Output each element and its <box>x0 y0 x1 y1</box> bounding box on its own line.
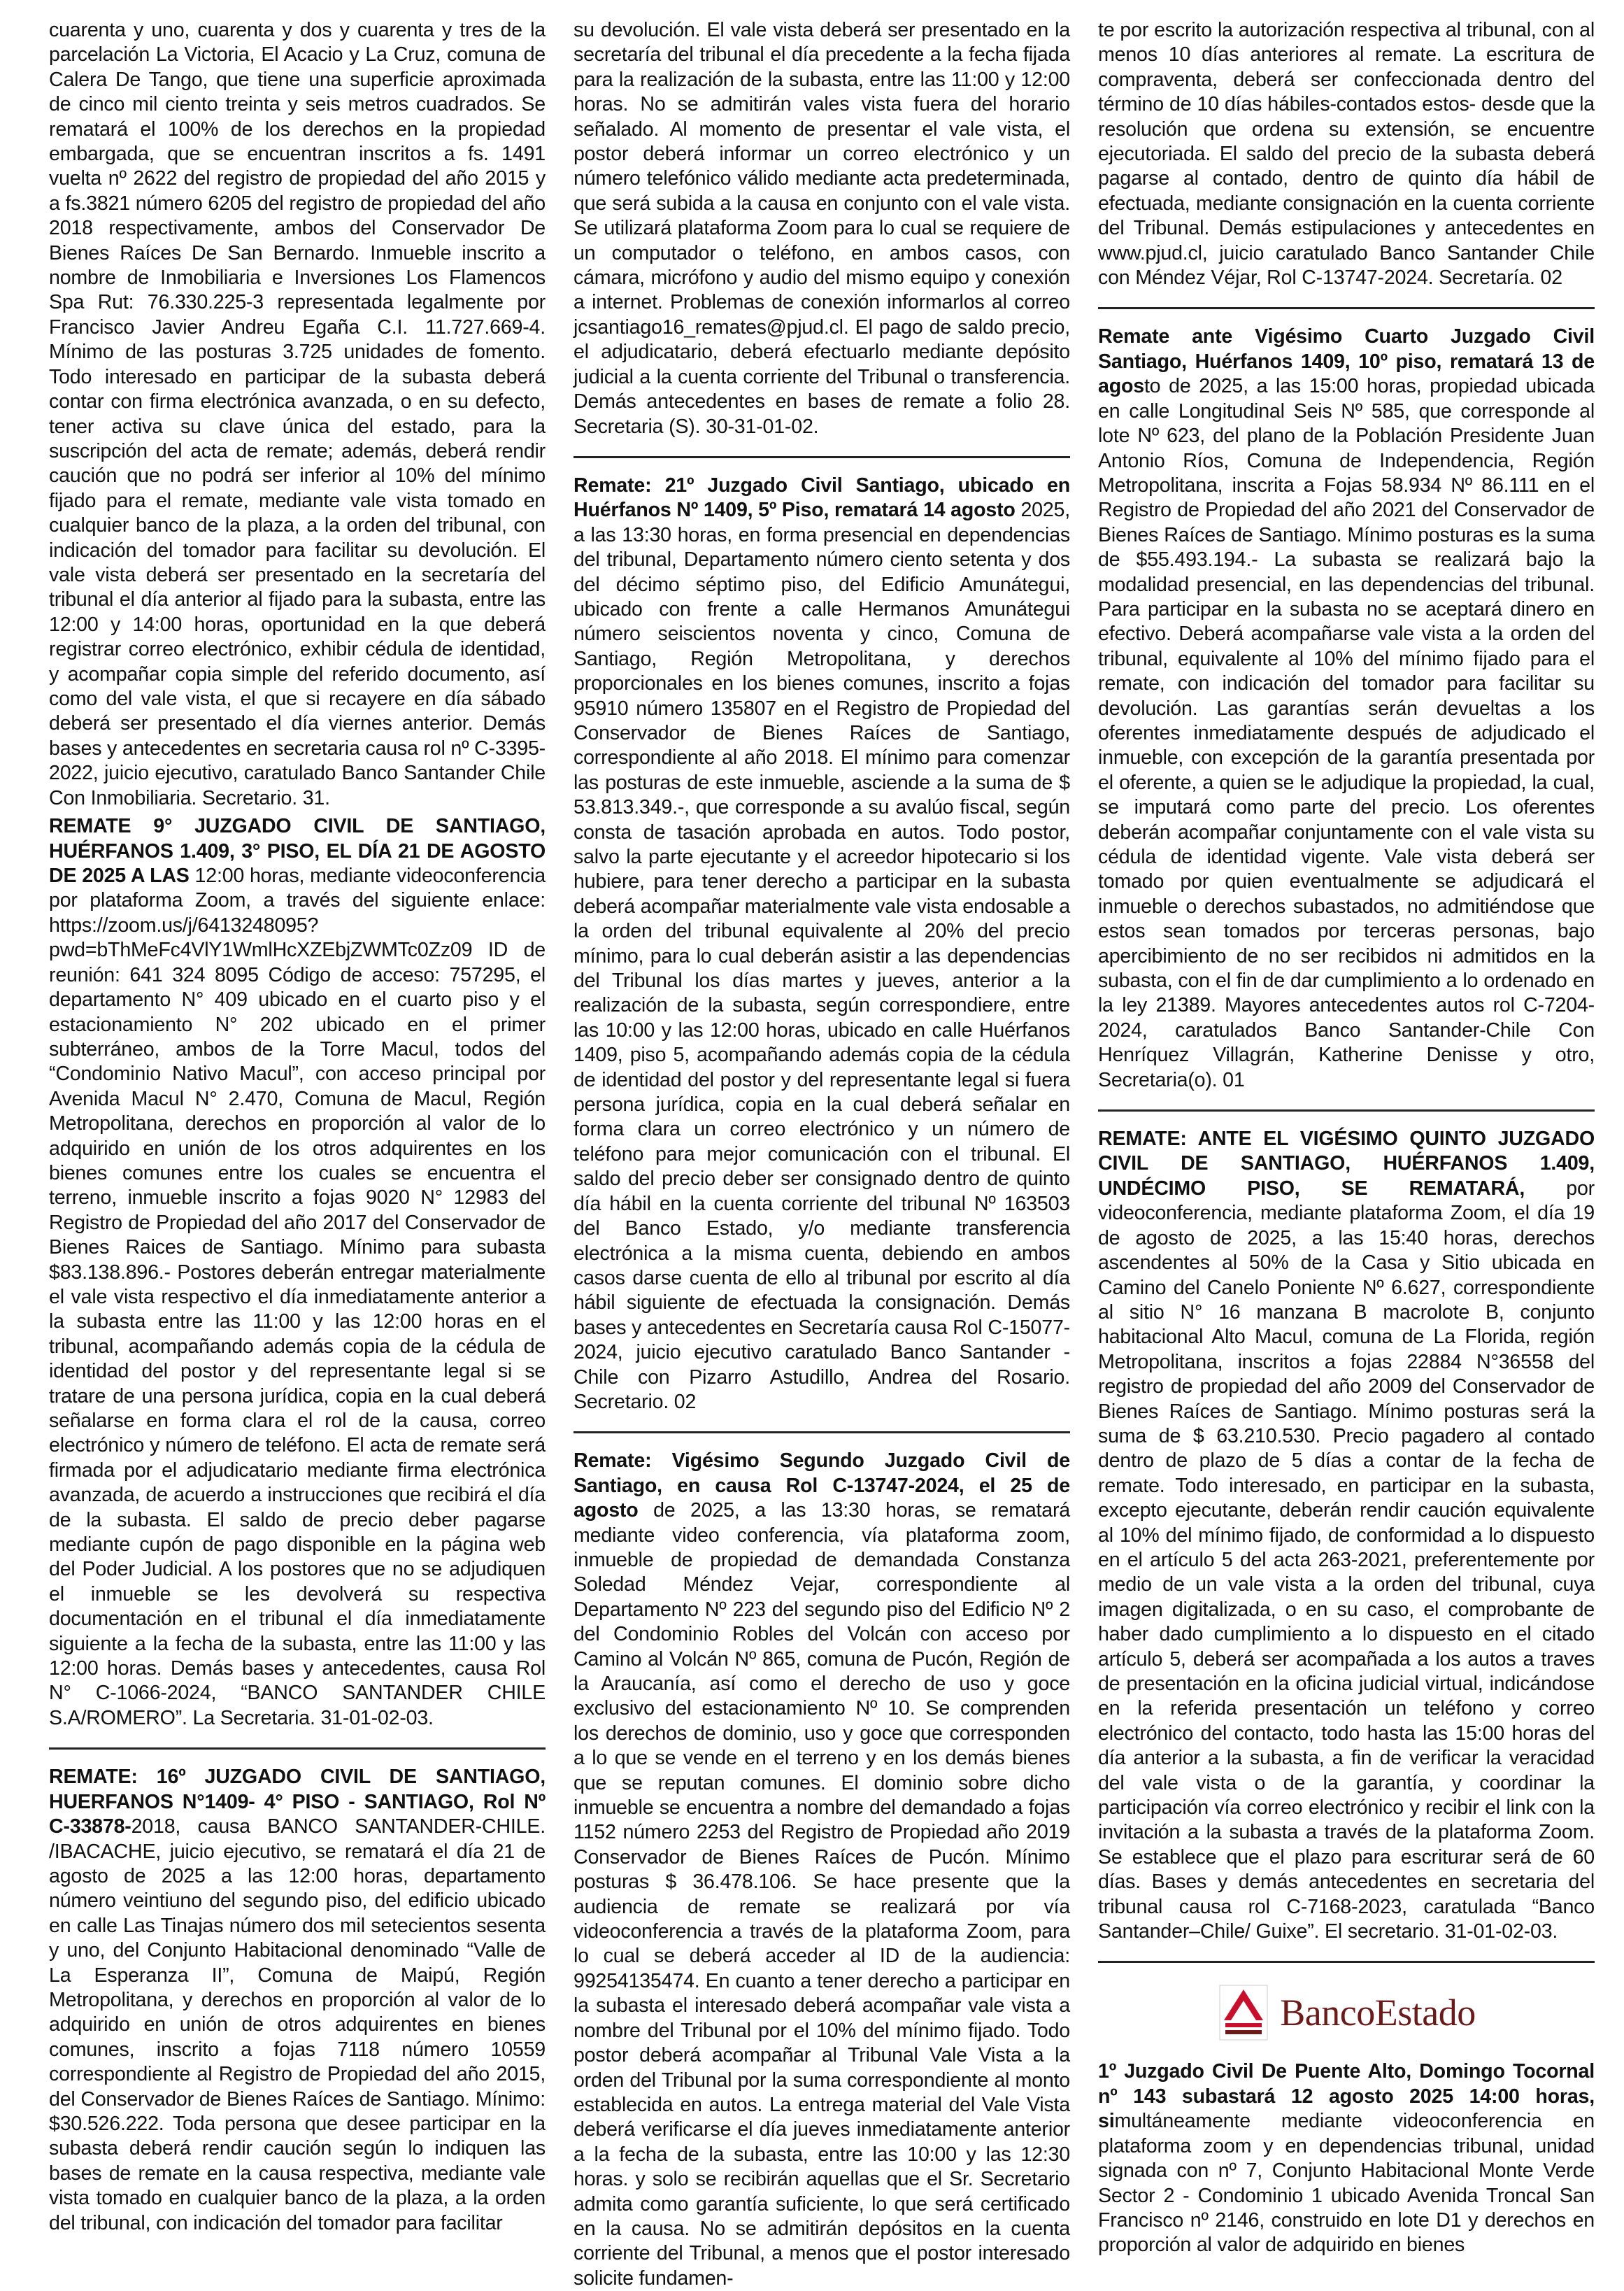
notice-heading: 1º Juzgado Civil De Puente Alto, Domingo Tocornal nº 143 subastará 12 agosto 2025 14:00 horas, si <box>1098 2060 1595 2133</box>
notice-heading: Remate: Vigésimo Segundo Juzgado Civil de Santiago, en causa Rol C-13747-2024, el 25 de agosto <box>574 1449 1070 1522</box>
divider <box>1098 1109 1595 1112</box>
notice-text: su devolución. El vale vista deberá ser presentado en la secretaría del tribunal el día precedente a la fecha fijada para la realización de la subasta, entre las 11:00 y 12:00 horas. No se admitirán vales vista fuera del horario señalado. Al momento de presentar el vale vista, el postor deberá informar un correo electrónico y un número telefónico válido mediante acta predeterminada, que será subida a la causa en conjunto con el vale vista. Se utilizará plataforma Zoom para lo cual se requiere de un computador o teléfono, en ambos casos, con cámara, micrófono y audio del mismo equipo y conexión a internet. Problemas de conexión informarlos al correo jcsantiago16_remates@pjud.cl. El pago de saldo precio, el adjudicatario, deberá efectuarlo mediante depósito judicial a la cuenta corriente del Tribunal o transferencia. Demás antecedentes en bases de remate a folio 28. Secretaria (S). 30-31-01-02. <box>574 19 1070 438</box>
notice-continued <box>574 18 1070 439</box>
notice-remate-25-juzgado <box>1098 1127 1595 1944</box>
notice-text: 2018, causa BANCO SANTANDER-CHILE. /IBACACHE, juicio ejecutivo, se rematará el día 21 de agosto de 2025 a las 12:00 horas, departamento número veintiuno del segundo piso, del edificio ubicado en calle Las Tinajas número dos mil setecientos sesenta y uno, del Conjunto Habitacional denominado “Valle de La Esperanza II”, Comuna de Maipú, Región Metropolitana, y derechos en proporción al valor de lo adquirido en unión de otros adquirentes en bienes comunes, inscrito a fojas 7118 número 10559 correspondiente al Registro de Propiedad del año 2015, del Conservador de Bienes Raíces de Santiago. Mínimo: $30.526.222. Toda persona que desee participar en la subasta deberá rendir caución según lo indiquen las bases de remate en la causa respectiva, mediante vale vista tomado en cualquier banco de la plaza, a la orden del tribunal, con indicación del tomador para facilitar <box>49 1815 546 2234</box>
notice-heading: REMATE: ANTE EL VIGÉSIMO QUINTO JUZGADO CIVIL DE SANTIAGO, HUÉRFANOS 1.409, UNDÉCIMO PISO, SE REMATARÁ, <box>1098 1128 1595 1200</box>
notice-remate-9-juzgado <box>49 814 546 1731</box>
bancoestado-logo <box>1098 1981 1595 2044</box>
newspaper-page <box>49 18 1609 2290</box>
divider <box>574 456 1070 458</box>
divider <box>574 1431 1070 1433</box>
notice-text: 2025, a las 13:30 horas, en forma presencial en dependencias del tribunal, Departamento número ciento setenta y dos del décimo séptimo piso, del Edificio Amunátegui, ubicado con frente a calle Hermanos Amunátegui número seiscientos noventa y cinco, Comuna de Santiago, Región Metropolitana, y derechos proporcionales en los bienes comunes, inscrito a fojas 95910 número 135807 en el Registro de Propiedad del Conservador de Bienes Raíces de Santiago, correspondiente al año 2018. El mínimo para comenzar las posturas de este inmueble, asciende a la suma de $ 53.813.349.-, que corresponde a su avalúo fiscal, según consta de tasación aprobada en autos. Todo postor, salvo la parte ejecutante y el acreedor hipotecario si los hubiere, para tener derecho a participar en la subasta deberá acompañar materialmente vale vista endosable a la orden del tribunal equivalente al 20% del precio mínimo, para lo cual deberán asistir a las dependencias del Tribunal los días martes y jueves, anterior a la realización de la subasta, según correspondiere, entre las 10:00 y las 12:00 horas, ubicado en calle Huérfanos 1409, piso 5, acompañando además copia de la cédula de identidad del postor y del representante legal si fuera persona jurídica, copia en la cual deberá señalar en forma clara un correo electrónico y un número de teléfono para mejor comunicación con el tribunal. El saldo del precio deber ser consignado dentro de quinto día hábil en la cuenta corriente del tribunal Nº 163503 del Banco Estado, y/o mediante transferencia electrónica a la misma cuenta, debiendo en ambos casos darse cuenta de ello al tribunal por escrito al día hábil siguiente de efectuada la consignación. Demás bases y antecedentes en Secretaría causa Rol C-15077-2024, juicio ejecutivo caratulado Banco Santander - Chile con Pizarro Astudillo, Andrea del Rosario. Secretario. 02 <box>574 499 1070 1413</box>
notice-remate-24-juzgado <box>1098 325 1595 1093</box>
column-2 <box>574 18 1070 2290</box>
notice-1-juzgado-puente-alto <box>1098 2059 1595 2257</box>
notice-text: por videoconferencia, mediante plataforma Zoom, el día 19 de agosto de 2025, a las 15:40 horas, derechos ascendentes al 50% de la Casa y Sitio ubicada en Camino del Canelo Poniente Nº 6.627, correspondiente al sitio N° 16 manzana B macrolote B, conjunto habitacional Alto Macul, comuna de La Florida, región Metropolitana, inscritos a fojas 22884 N°36558 del registro de propiedad del año 2009 del Conservador de Bienes Raíces de Santiago. Mínimo posturas será la suma de $ 63.210.530. Precio pagadero al contado dentro de plazo de 5 días a contar de la fecha de remate. Todo interesado, en participar en la subasta, excepto ejecutante, deberán rendir caución equivalente al 10% del mínimo fijado, de conformidad a lo dispuesto en el artículo 5 del acta 263-2021, preferentemente por medio de un vale vista a la orden del tribunal, cuya imagen digitalizada, o en su caso, el comprobante de haber dado cumplimiento a lo dispuesto en el citado artículo 5, deberá ser acompañada a los autos a traves de presentación en la oficina judicial virtual, indicándose en la referida presentación un teléfono y correo electrónico del contacto, todo hasta las 15:00 horas del día anterior a la subasta, a fin de verificar la veracidad del vale vista o de la garantía, y coordinar la participación vía correo electrónico y recibir el link con la invitación a la subasta a través de la plataforma Zoom. Se establece que el plazo para escriturar será de 60 días. Bases y demás antecedentes en secretaria del tribunal causa rol C-7168-2023, caratulada “Banco Santander–Chile/ Guixe”. El secretario. 31-01-02-03. <box>1098 1177 1595 1943</box>
notice-text: to de 2025, a las 15:00 horas, propiedad ubicada en calle Longitudinal Seis Nº 585, que corresponde al lote Nº 623, del plano de la Población Presidente Juan Antonio Ríos, Comuna de Independencia, Región Metropolitana, inscrita a Fojas 58.934 Nº 86.111 en el Registro de Propiedad del año 2021 del Conservador de Bienes Raíces de Santiago. Mínimo posturas es la suma de $55.493.194.- La subasta se realizará bajo la modalidad presencial, en las dependencias del tribunal. Para participar en la subasta no se aceptará dinero en efectivo. Deberá acompañarse vale vista a la orden del tribunal, equivalente al 10% del mínimo fijado para el remate, con indicación del tomador para facilitar su devolución. Las garantías serán devueltas a los oferentes inmediatamente después de adjudicado el inmueble, con excepción de la garantía presentada por el oferente, a quien se le adjudique la propiedad, la cual, se imputará como parte del precio. Los oferentes deberán acompañar conjuntamente con el vale vista su cédula de identidad vigente. Vale vista deberá ser tomado por quien eventualmente se adjudicará el inmueble o derechos subastados, no admitiéndose que estos sean tomados por terceras personas, bajo apercibimiento de no ser recibidos ni admitidos en la subasta, con el fin de dar cumplimiento a lo ordenado en la ley 21389. Mayores antecedentes autos rol C-7204-2024, caratulados Banco Santander-Chile Con Henríquez Villagrán, Katherine Denisse y otro, Secretaria(o). 01 <box>1098 375 1595 1091</box>
notice-continued <box>49 18 546 811</box>
notice-text: de 2025, a las 13:30 horas, se rematará mediante video conferencia, vía plataforma zoom, inmueble de propiedad de demandada Constanza Soledad Méndez Vejar, correspondiente al Departamento Nº 223 del segundo piso del Edificio Nº 2 del Condominio Robles del Volcán con acceso por Camino al Volcán Nº 865, comuna de Pucón, Región de la Araucanía, así como el derecho de uso y goce exclusivo del estacionamiento Nº 10. Se comprenden los derechos de dominio, uso y goce que corresponden a lo que se vende en el terreno y en los demás bienes que se reputan comunes. El dominio sobre dicho inmueble se encuentra a nombre del demandado a fojas 1152 número 2253 del Registro de Propiedad año 2019 Conservador de Bienes Raíces de Pucón. Mínimo posturas $ 36.478.106. Se hace presente que la audiencia de remate se realizará por vía videoconferencia a través de la plataforma Zoom, para lo cual se deberá acceder al ID de la audiencia: 99254135474. En cuanto a tener derecho a participar en la subasta el interesado deberá acompañar vale vista a nombre del Tribunal por el 10% del mínimo fijado. Todo postor deberá acompañar al Tribunal Vale Vista a la orden del Tribunal por la suma correspondiente al monto establecida en autos. La entrega material del Vale Vista deberá verificarse el día jueves inmediatamente anterior a la fecha de la subasta, entre las 10:00 y las 12:30 horas. y solo se recibirán aquellas que el Sr. Secretario admita como garantía suficiente, lo que será certificado en la causa. No se admitirán depósitos en la cuenta corriente del Tribunal, a menos que el postor interesado solicite fundamen- <box>574 1499 1070 2290</box>
bancoestado-logo-text: BancoEstado <box>1280 1992 1476 2034</box>
notice-text: te por escrito la autorización respectiva al tribunal, con al menos 10 días anteriores al remate. La escritura de compraventa, deberá ser confeccionada dentro del término de 10 días hábiles-contados estos- desde que la resolución que ordena su extensión, se encuentre ejecutoriada. El saldo del precio de la subasta deberá pagarse al contado, dentro de quinto día hábil de efectuada, mediante consignación en la cuenta corriente del Tribunal. Demás estipulaciones y antecedentes en www.pjud.cl, juicio caratulado Banco Santander Chile con Méndez Véjar, Rol C-13747-2024. Secretaría. 02 <box>1098 19 1595 290</box>
column-1 <box>49 18 546 2236</box>
notice-heading: Remate: 21º Juzgado Civil Santiago, ubicado en Huérfanos Nº 1409, 5º Piso, rematará 14 agosto <box>574 474 1070 522</box>
notice-heading: REMATE 9° JUZGADO CIVIL DE SANTIAGO, HUÉRFANOS 1.409, 3° PISO, EL DÍA 21 DE AGOSTO DE 2025 A LAS <box>49 815 546 888</box>
bancoestado-logo-icon <box>1217 1981 1270 2044</box>
notice-text: 12:00 horas, mediante videoconferencia por plataforma Zoom, a través del siguiente enlace: https://zoom.us/j/6413248095?pwd=bThMeFc4VlY1WmlHcXZEbjZWMTc0Zz09 ID de reunión: 641 324 8095 Código de acceso: 757295, el departamento N° 409 ubicado en el cuarto piso y el estacionamiento N° 202 ubicado en el primer subterráneo, ambos de la Torre Macul, todos del “Condominio Nativo Macul”, con acceso principal por Avenida Macul N° 2.470, Comuna de Macul, Región Metropolitana, derechos en proporción al valor de lo adquirido en unión de los otros adquirentes en los bienes comunes entre los cuales se encuentra el terreno, inmueble inscrito a fojas 9020 N° 12983 del Registro de Propiedad del año 2017 del Conservador de Bienes Raices de Santiago. Mínimo para subasta $83.138.896.- Postores deberán entregar materialmente el vale vista respectivo el día inmediatamente anterior a la subasta entre las 11:00 y las 12:00 horas en el tribunal, acompañando además copia de la cédula de identidad del postor y del representante legal si se tratare de una persona jurídica, copia en la cual deberá señalarse en forma clara el rol de la causa, correo electrónico y número de teléfono. El acta de remate será firmada por el adjudicatario mediante firma electrónica avanzada, de acuerdo a instrucciones que recibirá el día de la subasta. El saldo de precio deber pagarse mediante cupón de pago disponible en la página web del Poder Judicial. A los postores que no se adjudiquen el inmueble se les devolverá su respectiva documentación en el tribunal el día inmediatamente siguiente a la fecha de la subasta, entre las 11:00 y las 12:00 horas. Demás bases y antecedentes, causa Rol N° C-1066-2024, “BANCO SANTANDER CHILE S.A/ROMERO”. La Secretaria. 31-01-02-03. <box>49 865 546 1729</box>
notice-text: cuarenta y uno, cuarenta y dos y cuarenta y tres de la parcelación La Victoria, El Acacio y La Cruz, comuna de Calera De Tango, que tiene una superficie aproximada de cinco mil ciento treinta y seis metros cuadrados. Se rematará el 100% de los derechos en la propiedad embargada, que se encuentran inscritos a fs. 1491 vuelta nº 2622 del registro de propiedad del año 2015 y a fs.3821 número 6205 del registro de propiedad del año 2018 respectivamente, ambos del Conservador De Bienes Raíces De San Bernardo. Inmueble inscrito a nombre de Inmobiliaria e Inversiones Los Flamencos Spa Rut: 76.330.225-3 representada legalmente por Francisco Javier Andreu Egaña C.I. 11.727.669-4. Mínimo de las posturas 3.725 unidades de fomento. Todo interesado en participar de la subasta deberá contar con firma electrónica avanzada, o en su defecto, tener activa su clave única del estado, para la suscripción del acta de remate; además, deberá rendir caución que no podrá ser inferior al 10% del mínimo fijado para el remate, mediante vale vista tomado en cualquier banco de la plaza, a la orden del tribunal, con indicación del tomador para facilitar su devolución. El vale vista deberá ser presentado en la secretaría del tribunal el día anterior al fijado para la subasta, entre las 12:00 y 14:00 horas, oportunidad en la que deberá registrar correo electrónico, exhibir cédula de identidad, y acompañar copia simple del referido documento, así como del vale vista, el que si recayere en día sábado deberá ser presentado el día viernes anterior. Demás bases y antecedentes en secretaria causa rol nº C-3395-2022, juicio ejecutivo, caratulado Banco Santander Chile Con Inmobiliaria. Secretario. 31. <box>49 19 546 809</box>
notice-remate-16-juzgado <box>49 1765 546 2236</box>
notice-heading: REMATE: 16º JUZGADO CIVIL DE SANTIAGO, HUERFANOS N°1409- 4° PISO - SANTIAGO, Rol Nº C-33878- <box>49 1766 546 1838</box>
column-3 <box>1098 18 1595 2257</box>
divider <box>1098 1961 1595 1963</box>
notice-remate-21-juzgado <box>574 474 1070 1414</box>
notice-text: multáneamente mediante videoconferencia en plataforma zoom y en dependencias tribunal, unidad signada con nº 7, Conjunto Habitacional Monte Verde Sector 2 - Condominio 1 ubicado Avenida Troncal San Francisco nº 2146, construido en lote D1 y derechos en proporción al valor de adquirido en bienes <box>1098 2110 1595 2257</box>
notice-continued <box>1098 18 1595 290</box>
divider <box>49 1747 546 1750</box>
notice-heading: Remate ante Vigésimo Cuarto Juzgado Civil Santiago, Huérfanos 1409, 10º piso, rematará 13 de agos <box>1098 325 1595 398</box>
notice-remate-22-juzgado <box>574 1449 1070 2291</box>
divider <box>1098 307 1595 309</box>
